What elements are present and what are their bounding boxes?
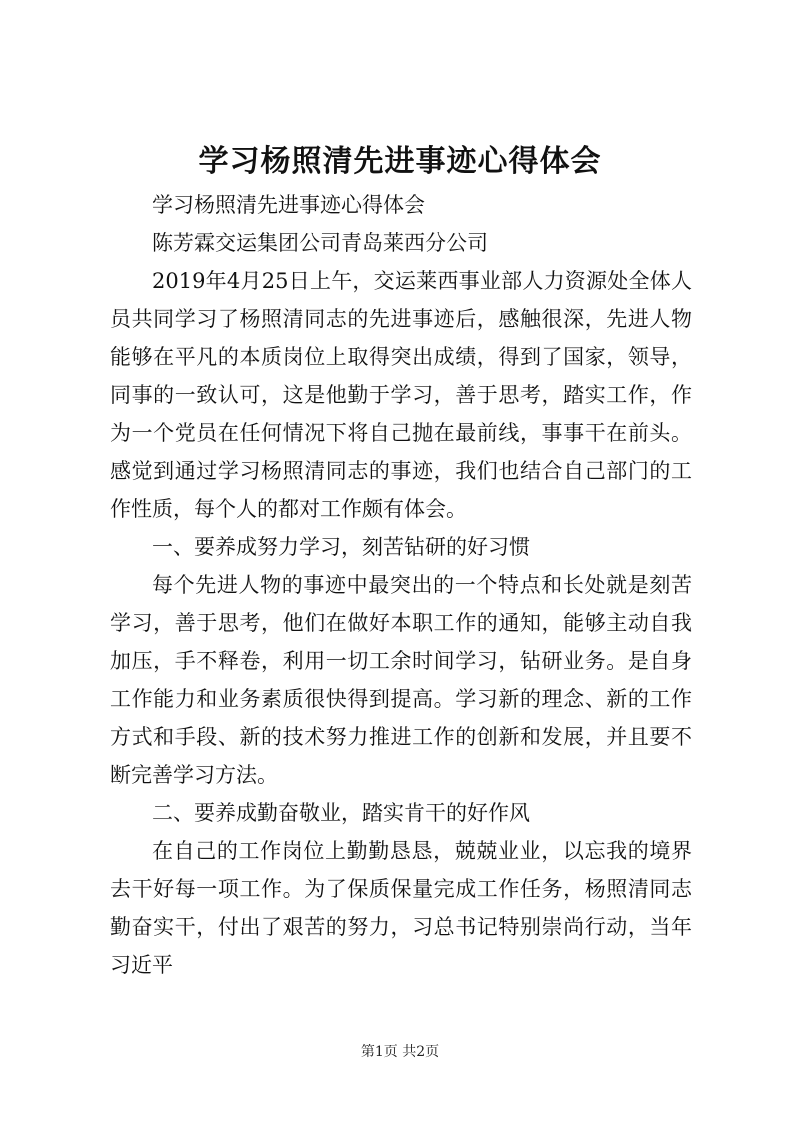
document-body <box>110 186 692 984</box>
paragraph-section-2: 在自己的工作岗位上勤勤恳恳，兢兢业业，以忘我的境界去干好每一项工作。为了保质保量完成工作任务，杨照清同志勤奋实干，付出了艰苦的努力，习总书记特别崇尚行动，当年习近平 <box>110 839 692 977</box>
paragraph-subtitle: 学习杨照清先进事迹心得体会 <box>152 193 425 217</box>
paragraph-author: 陈芳霖交运集团公司青岛莱西分公司 <box>152 231 488 255</box>
section-heading-2: 二、要养成勤奋敬业，踏实肯干的好作风 <box>152 801 530 825</box>
page-footer: 第1页 共2页 <box>360 1044 440 1060</box>
document-title: 学习杨照清先进事迹心得体会 <box>198 144 602 179</box>
paragraph-section-1: 每个先进人物的事迹中最突出的一个特点和长处就是刻苦学习，善于思考，他们在做好本职工作的通知，能够主动自我加压，手不释卷，利用一切工余时间学习，钻研业务。是自身工作能力和业务素质很快得到提高。学习新的理念、新的工作方式和手段、新的技术努力推进工作的创新和发展，并且要不断完善学习方法。 <box>110 573 692 787</box>
section-heading-1: 一、要养成努力学习，刻苦钻研的好习惯 <box>152 535 530 559</box>
paragraph-intro: 2019年4月25日上午，交运莱西事业部人力资源处全体人员共同学习了杨照清同志的先进事迹后，感触很深，先进人物能够在平凡的本质岗位上取得突出成绩，得到了国家，领导，同事的一致认可，这是他勤于学习，善于思考，踏实工作，作为一个党员在任何情况下将自己抛在最前线，事事干在前头。感觉到通过学习杨照清同志的事迹，我们也结合自己部门的工作性质，每个人的都对工作颇有体会。 <box>110 269 692 521</box>
